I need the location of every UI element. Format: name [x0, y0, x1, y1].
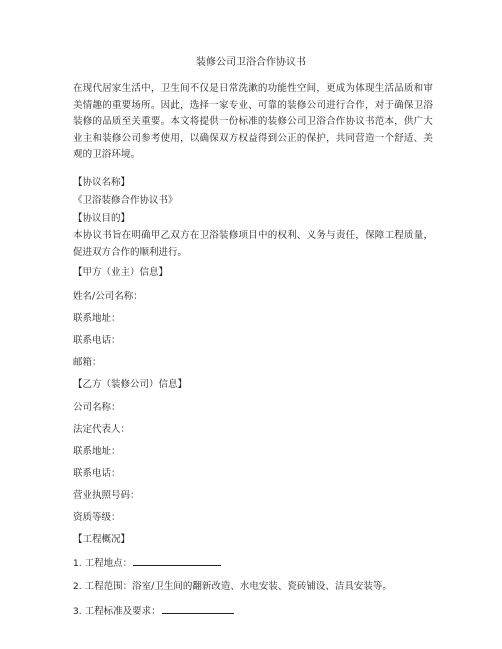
party-b-legal-rep-field: 法定代表人：	[73, 424, 131, 435]
party-a-name-field: 姓名/公司名称：	[73, 291, 143, 302]
overview-item-number: 2.	[73, 582, 82, 592]
overview-item-scope	[73, 580, 433, 594]
overview-item-number: 1.	[73, 559, 82, 569]
overview-item-location	[73, 556, 433, 571]
party-b-license-field: 营业执照号码：	[73, 490, 140, 501]
fill-in-blank-line	[133, 556, 221, 566]
party-b-address-field: 联系地址：	[73, 446, 121, 457]
fill-in-blank-line	[162, 604, 234, 614]
overview-item-standards	[73, 604, 433, 619]
overview-item-text: 工程标准及要求：	[81, 606, 161, 617]
overview-item-text: 工程地点：	[81, 558, 133, 569]
overview-heading: 【工程概况】	[73, 534, 131, 545]
document-title: 装修公司卫浴合作协议书	[196, 57, 306, 68]
agreement-purpose-text: 本协议书旨在明确甲乙双方在卫浴装修项目中的权利、义务与责任，保障工程质量，促进双方合作的顺利进行。	[73, 230, 433, 258]
intro-paragraph: 在现代居家生活中，卫生间不仅是日常洗漱的功能性空间，更成为体现生活品质和审美情趣的重要场所。因此，选择一家专业、可靠的装修公司进行合作，对于确保卫浴装修的品质至关重要。本文将提供一份标准的装修公司卫浴合作协议书范本，供广大业主和装修公司参考使用，以确保双方权益得到公正的保护，共同营造一个舒适、美观的卫浴环境。	[73, 83, 433, 160]
party-a-email-field: 邮箱：	[73, 357, 102, 368]
party-b-company-field: 公司名称：	[73, 402, 121, 413]
party-b-qualification-field: 资质等级：	[73, 512, 121, 523]
party-a-phone-field: 联系电话：	[73, 335, 121, 346]
overview-item-text: 工程范围：浴室/卫生间的翻新改造、水电安装、瓷砖铺设、洁具安装等。	[81, 581, 392, 592]
agreement-name-heading: 【协议名称】	[73, 177, 131, 188]
party-b-heading: 【乙方（装修公司）信息】	[73, 379, 188, 390]
party-b-phone-field: 联系电话：	[73, 468, 121, 479]
agreement-purpose-heading: 【协议目的】	[73, 213, 131, 224]
overview-item-number: 3.	[73, 607, 82, 617]
party-a-address-field: 联系地址：	[73, 313, 121, 324]
agreement-name-value: 《卫浴装修合作协议书》	[73, 195, 178, 206]
party-a-heading: 【甲方（业主）信息】	[73, 267, 169, 278]
